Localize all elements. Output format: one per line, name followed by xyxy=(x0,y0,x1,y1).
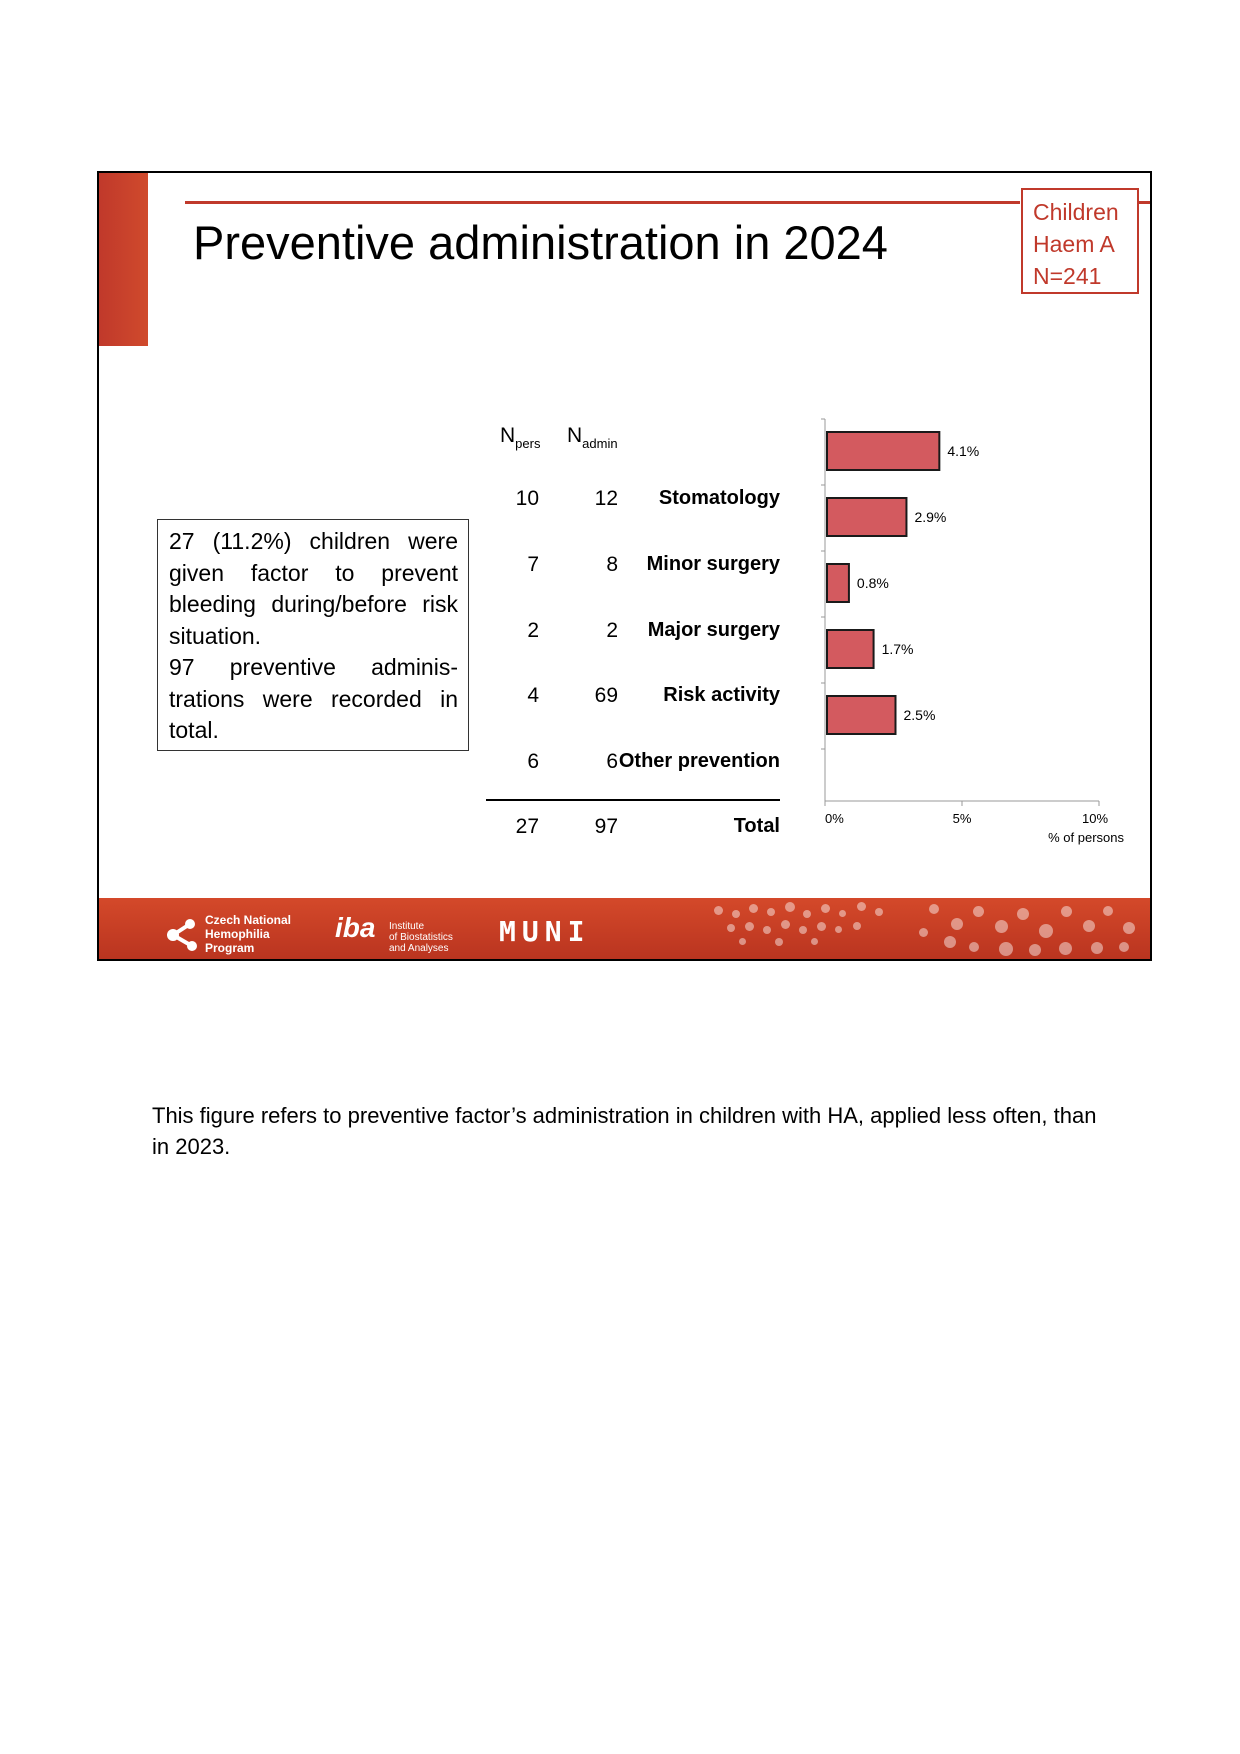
decorative-dot xyxy=(811,938,818,945)
decorative-dot xyxy=(944,936,956,948)
decorative-dot xyxy=(763,926,771,934)
bar-data-label: 0.8% xyxy=(856,575,889,591)
decorative-dot xyxy=(853,922,861,930)
decorative-dot xyxy=(929,904,939,914)
row-n-pers: 7 xyxy=(527,553,539,576)
decorative-dot xyxy=(785,902,795,912)
decorative-dot xyxy=(799,926,807,934)
iba-logo-mark: iba xyxy=(335,912,376,943)
x-axis-label: % of persons xyxy=(1048,830,1124,845)
group-box-line: Haem A xyxy=(1033,231,1115,257)
decorative-dot xyxy=(969,942,979,952)
header-n-admin: $N_{admin}$ xyxy=(567,424,618,451)
bar xyxy=(827,432,939,470)
slide xyxy=(97,171,1152,961)
category-label: Other prevention xyxy=(618,750,780,772)
decorative-dot xyxy=(745,922,754,931)
total-n-admin: 97 xyxy=(594,815,618,838)
category-label: Minor surgery xyxy=(646,553,780,575)
info-paragraph: 27 (11.2%) children were given factor to prevent bleeding during/before risk situation. xyxy=(169,528,458,649)
row-n-pers: 4 xyxy=(527,684,539,707)
decorative-dot xyxy=(973,906,984,917)
total-label: Total xyxy=(733,815,780,837)
header-n-pers: $N_{pers}$ xyxy=(500,424,541,451)
bar-chart xyxy=(99,173,1152,898)
muni-logo: MUNI xyxy=(499,915,591,948)
decorative-dot xyxy=(739,938,746,945)
row-n-admin: 69 xyxy=(594,684,618,707)
decorative-dot xyxy=(817,922,826,931)
decorative-dot xyxy=(1017,908,1029,920)
cnhp-logo-text: Czech National Hemophilia Program xyxy=(205,913,292,955)
category-label: Major surgery xyxy=(647,619,780,641)
decorative-dot xyxy=(999,942,1013,956)
group-box-line: N=241 xyxy=(1033,263,1102,289)
decorative-dot xyxy=(1103,906,1113,916)
category-label: Risk activity xyxy=(663,684,780,706)
iba-logo-text: Institute of Biostatistics and Analyses xyxy=(389,921,453,954)
decorative-dot xyxy=(1083,920,1095,932)
decorative-dot xyxy=(727,924,735,932)
bar xyxy=(827,498,906,536)
info-paragraph: 97 preventive adminis-trations were recorded in total. xyxy=(169,654,458,743)
decorative-dot xyxy=(857,902,866,911)
row-n-admin: 12 xyxy=(594,487,618,510)
group-box-line: Children xyxy=(1033,199,1119,225)
x-tick-label: 10% xyxy=(1081,811,1109,826)
row-n-pers: 6 xyxy=(527,750,539,773)
footer xyxy=(99,898,1152,961)
bar-data-label: 2.5% xyxy=(903,707,936,723)
decorative-dot xyxy=(839,910,846,917)
bar xyxy=(827,564,849,602)
decorative-dot xyxy=(1119,942,1129,952)
row-n-admin: 2 xyxy=(606,619,618,642)
decorative-dot xyxy=(714,906,723,915)
decorative-dot xyxy=(1061,906,1072,917)
decorative-dot xyxy=(995,920,1008,933)
decorative-dot xyxy=(1059,942,1072,955)
category-label: Stomatology xyxy=(658,487,780,509)
decorative-dot xyxy=(781,920,790,929)
decorative-dot xyxy=(767,908,775,916)
x-tick-label: 5% xyxy=(952,811,972,826)
decorative-dot xyxy=(732,910,740,918)
decorative-dot xyxy=(1029,944,1041,956)
row-n-pers: 2 xyxy=(527,619,539,642)
bar xyxy=(827,630,874,668)
row-n-pers: 10 xyxy=(515,487,539,510)
bar-data-label: 2.9% xyxy=(914,509,947,525)
decorative-dot xyxy=(919,928,928,937)
decorative-dot xyxy=(749,904,758,913)
figure-caption: This figure refers to preventive factor’s administration in children with HA, applied less often, than in 2023. xyxy=(152,1103,1097,1159)
decorative-dot xyxy=(803,910,811,918)
bar xyxy=(827,696,896,734)
slide-title: Preventive administration in 2024 xyxy=(193,216,888,269)
row-n-admin: 8 xyxy=(606,553,618,576)
decorative-dot xyxy=(875,908,883,916)
cnhp-logo-icon xyxy=(165,918,201,952)
decorative-dot xyxy=(951,918,963,930)
decorative-dot xyxy=(775,938,783,946)
decorative-dot xyxy=(1091,942,1103,954)
row-n-admin: 6 xyxy=(606,750,618,773)
decorative-dot xyxy=(835,926,842,933)
x-tick-label: 0% xyxy=(825,811,844,826)
bar-data-label: 1.7% xyxy=(881,641,914,657)
decorative-dot xyxy=(821,904,830,913)
decorative-dot xyxy=(1123,922,1135,934)
decorative-dot xyxy=(1039,924,1053,938)
bar-data-label: 4.1% xyxy=(947,443,980,459)
total-n-pers: 27 xyxy=(515,815,539,838)
